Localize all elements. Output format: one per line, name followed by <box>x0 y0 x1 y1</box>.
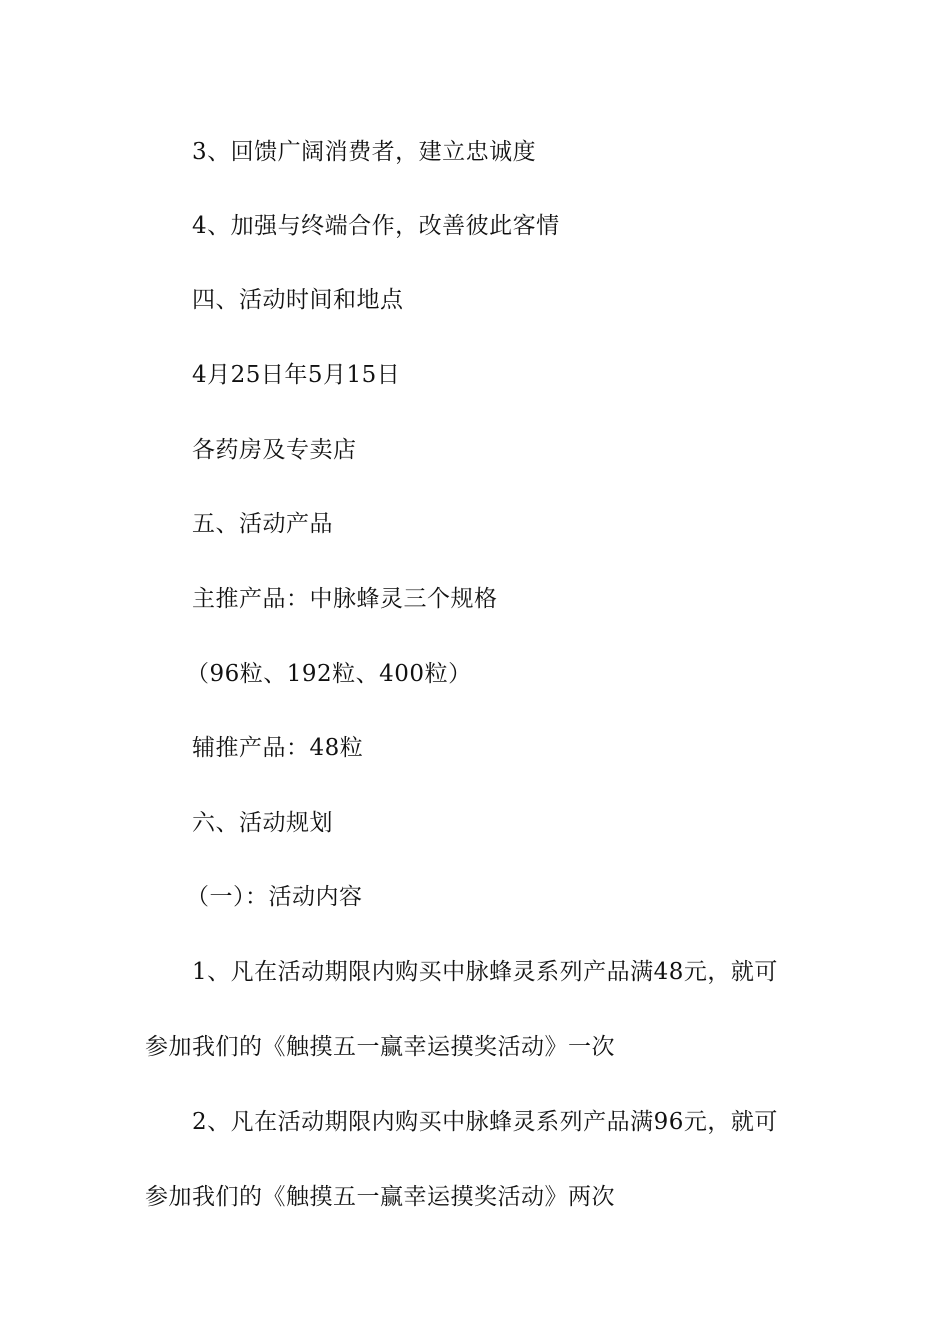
paragraph-rule-2-line-1: 2、凡在活动期限内购买中脉蜂灵系列产品满96元，就可 <box>192 1109 778 1135</box>
paragraph-goal-4: 4、加强与终端合作，改善彼此客情 <box>192 213 560 239</box>
section-heading-planning: 六、活动规划 <box>192 810 333 836</box>
section-heading-time-place: 四、活动时间和地点 <box>192 287 404 313</box>
section-heading-products: 五、活动产品 <box>192 511 333 537</box>
paragraph-secondary-products: 辅推产品：48粒 <box>192 735 364 761</box>
paragraph-rule-1-line-2: 参加我们的《触摸五一赢幸运摸奖活动》一次 <box>145 1034 615 1060</box>
paragraph-main-products: 主推产品：中脉蜂灵三个规格 <box>192 586 498 612</box>
paragraph-rule-1-line-1: 1、凡在活动期限内购买中脉蜂灵系列产品满48元，就可 <box>192 959 778 985</box>
paragraph-product-sizes: （96粒、192粒、400粒） <box>186 661 472 687</box>
paragraph-dates: 4月25日年5月15日 <box>192 362 401 388</box>
subsection-heading-content: （一）：活动内容 <box>186 884 363 910</box>
paragraph-rule-2-line-2: 参加我们的《触摸五一赢幸运摸奖活动》两次 <box>145 1184 615 1210</box>
paragraph-locations: 各药房及专卖店 <box>192 437 357 463</box>
paragraph-goal-3: 3、回馈广阔消费者，建立忠诚度 <box>192 139 537 165</box>
